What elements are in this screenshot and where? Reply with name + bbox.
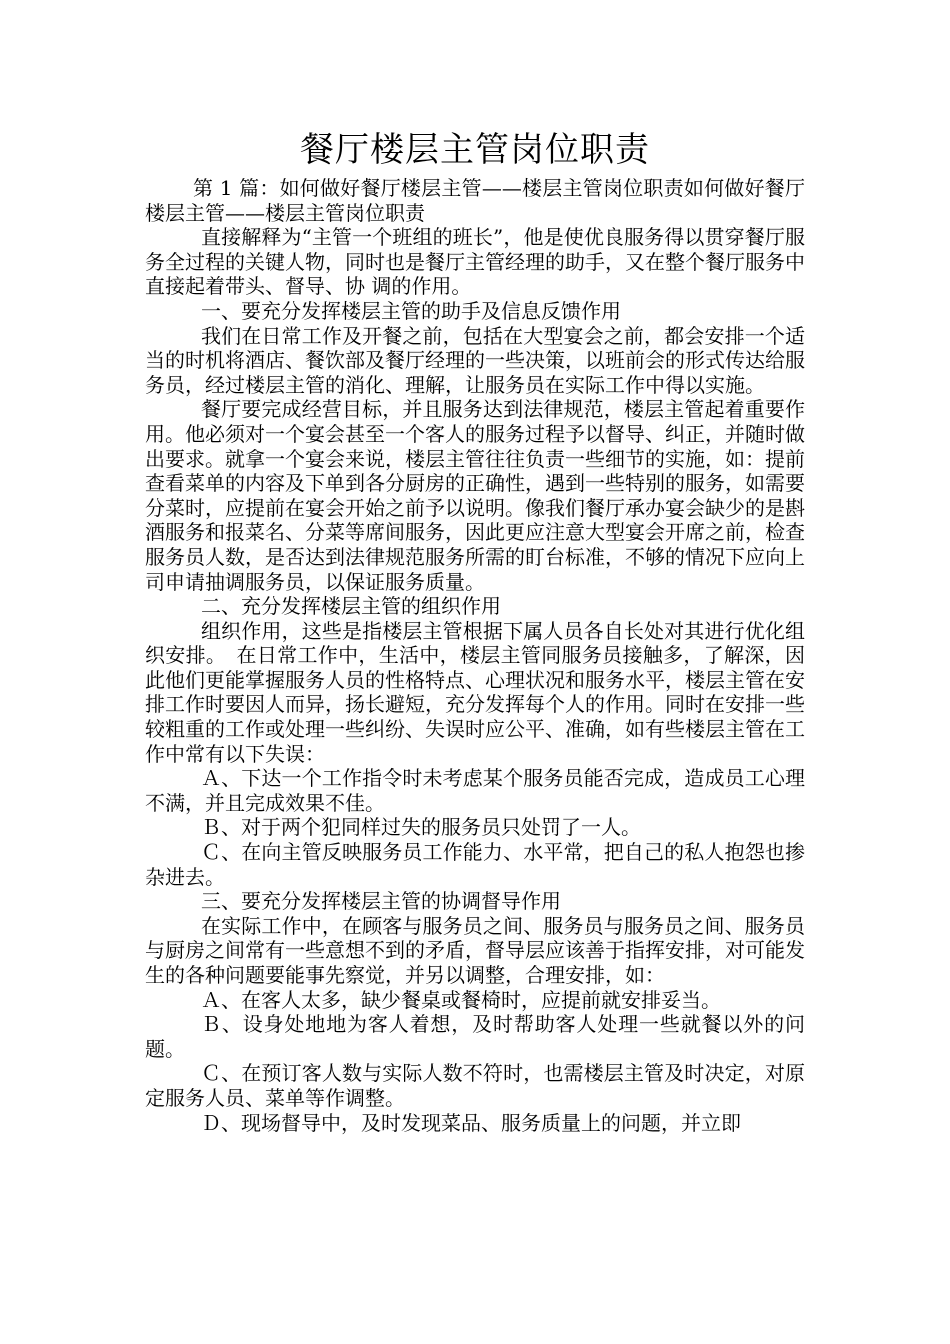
section-heading-2: 二、充分发挥楼层主管的组织作用 bbox=[201, 594, 501, 619]
list-item-c2: Ｃ、在预订客人数与实际人数不符时，也需楼层主管及时决定，对原定服务人员、菜单等作调整。 bbox=[145, 1061, 805, 1110]
paragraph-2: 直接解释为“主管一个班组的班长”，他是使优良服务得以贯穿餐厅服务全过程的关键人物，同时也是餐厅主管经理的助手，又在整个餐厅服务中直接起着带头、督导、协 调的作用。 bbox=[145, 225, 805, 299]
section-heading-1: 一、要充分发挥楼层主管的助手及信息反馈作用 bbox=[201, 298, 621, 323]
list-item-b: Ｂ、对于两个犯同样过失的服务员只处罚了一人。 bbox=[201, 815, 641, 840]
list-item-d2: Ｄ、现场督导中，及时发现菜品、服务质量上的问题，并立即 bbox=[201, 1110, 741, 1135]
paragraph-5: 组织作用，这些是指楼层主管根据下属人员各自长处对其进行优化组织安排。 在日常工作中，生活中，楼层主管同服务员接触多，了解深，因此他们更能掌握服务人员的性格特点、心理状况和服务水平，楼层主管在安排工作时要因人而异，扬长避短，充分发挥每个人的作用。同时在安排一些较粗重的工作或处理一些纠纷、失误时应公平、准确，如有些楼层主管在工作中常有以下失误： bbox=[145, 618, 805, 766]
list-item-a2: Ａ、在客人太多，缺少餐桌或餐椅时，应提前就安排妥当。 bbox=[201, 987, 721, 1012]
paragraph-4: 餐厅要完成经营目标，并且服务达到法律规范，楼层主管起着重要作用。他必须对一个宴会甚至一个客人的服务过程予以督导、纠正，并随时做出要求。就拿一个宴会来说，楼层主管往往负责一些细节的实施，如：提前查看菜单的内容及下单到各分厨房的正确性，遇到一些特别的服务，如需要分菜时，应提前在宴会开始之前予以说明。像我们餐厅承办宴会缺少的是斟酒服务和报菜名、分菜等席间服务，因此更应注意大型宴会开席之前，检查服务员人数，是否达到法律规范服务所需的盯台标准，不够的情况下应向上司申请抽调服务员，以保证服务质量。 bbox=[145, 397, 805, 594]
document-title: 餐厅楼层主管岗位职责 bbox=[300, 130, 650, 170]
paragraph-6: 在实际工作中，在顾客与服务员之间、服务员与服务员之间、服务员与厨房之间常有一些意想不到的矛盾，督导层应该善于指挥安排，对可能发生的各种问题要能事先察觉，并另以调整，合理安排，如： bbox=[145, 913, 805, 987]
paragraph-1: 第 1 篇：如何做好餐厅楼层主管——楼层主管岗位职责如何做好餐厅楼层主管——楼层主管岗位职责 bbox=[145, 176, 805, 225]
document-page bbox=[145, 128, 805, 1135]
list-item-b2: Ｂ、设身处地地为客人着想，及时帮助客人处理一些就餐以外的问题。 bbox=[145, 1012, 805, 1061]
list-item-a: Ａ、下达一个工作指令时未考虑某个服务员能否完成，造成员工心理不满，并且完成效果不佳。 bbox=[145, 766, 805, 815]
paragraph-3: 我们在日常工作及开餐之前，包括在大型宴会之前，都会安排一个适当的时机将酒店、餐饮部及餐厅经理的一些决策，以班前会的形式传达给服务员，经过楼层主管的消化、理解，让服务员在实际工作中得以实施。 bbox=[145, 323, 805, 397]
section-heading-3: 三、要充分发挥楼层主管的协调督导作用 bbox=[201, 889, 561, 914]
list-item-c: Ｃ、在向主管反映服务员工作能力、水平常，把自己的私人抱怨也掺杂进去。 bbox=[145, 840, 805, 889]
